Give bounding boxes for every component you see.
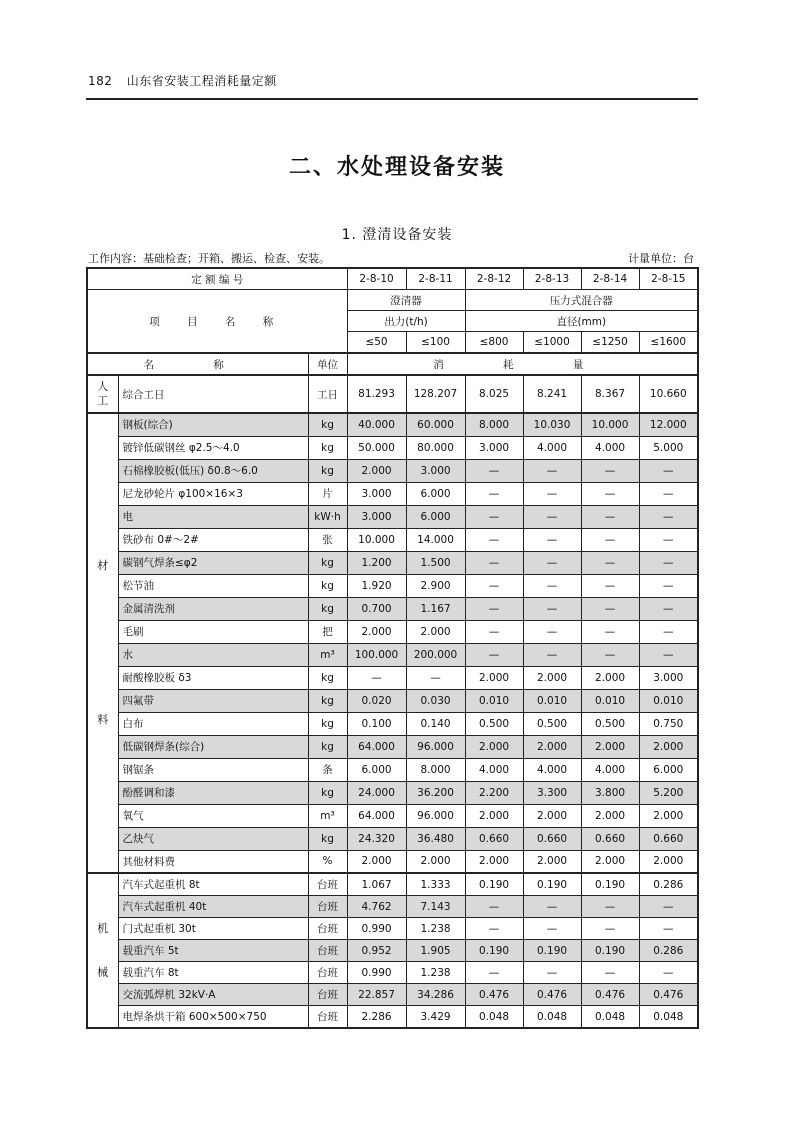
value-cell: 80.000 [406, 436, 465, 459]
value-cell: — [465, 459, 523, 482]
value-cell: — [523, 528, 581, 551]
value-cell: 0.476 [523, 984, 581, 1006]
machine-row [87, 984, 698, 1006]
resource-name: 汽车式起重机 8t [118, 873, 308, 896]
resource-unit: kg [308, 413, 347, 436]
value-cell: 0.048 [523, 1006, 581, 1029]
value-cell: 0.010 [581, 689, 639, 712]
value-cell: — [523, 459, 581, 482]
value-cell: 3.000 [465, 436, 523, 459]
value-cell: 5.200 [639, 781, 698, 804]
value-cell: — [639, 505, 698, 528]
value-cell: 0.100 [347, 712, 406, 735]
book-title: 山东省安装工程消耗量定额 [126, 74, 277, 88]
value-cell: 1.238 [406, 918, 465, 940]
value-cell: 8.241 [523, 375, 581, 413]
value-cell: 6.000 [406, 482, 465, 505]
value-cell: 2.000 [406, 620, 465, 643]
value-cell: 0.048 [581, 1006, 639, 1029]
resource-unit: kg [308, 666, 347, 689]
value-cell: — [639, 459, 698, 482]
resource-unit: 张 [308, 528, 347, 551]
value-cell: 34.286 [406, 984, 465, 1006]
resource-unit: kg [308, 436, 347, 459]
value-cell: — [639, 574, 698, 597]
code-cell: 2-8-13 [523, 268, 581, 290]
value-cell: — [581, 505, 639, 528]
value-cell: 2.000 [347, 850, 406, 873]
value-cell: 0.990 [347, 962, 406, 984]
resource-unit: kg [308, 712, 347, 735]
value-cell: 0.190 [465, 940, 523, 962]
value-cell: 2.900 [406, 574, 465, 597]
value-cell: 22.857 [347, 984, 406, 1006]
value-cell: — [465, 482, 523, 505]
machine-row [87, 962, 698, 984]
resource-unit: kg [308, 735, 347, 758]
value-cell: 7.143 [406, 896, 465, 918]
resource-name: 汽车式起重机 40t [118, 896, 308, 918]
header-rule [86, 98, 698, 100]
value-cell: — [639, 597, 698, 620]
value-cell: — [581, 551, 639, 574]
value-cell: 1.238 [406, 962, 465, 984]
resource-name: 酚醛调和漆 [118, 781, 308, 804]
resource-name: 门式起重机 30t [118, 918, 308, 940]
value-cell: 0.750 [639, 712, 698, 735]
value-cell: 128.207 [406, 375, 465, 413]
value-cell: 2.000 [581, 804, 639, 827]
resource-name: 载重汽车 5t [118, 940, 308, 962]
value-cell: 0.660 [581, 827, 639, 850]
value-cell: — [581, 962, 639, 984]
value-cell: 0.010 [465, 689, 523, 712]
value-cell: 3.000 [347, 505, 406, 528]
page-number: 182 [88, 74, 113, 88]
value-cell: 6.000 [406, 505, 465, 528]
value-cell: 64.000 [347, 804, 406, 827]
value-cell: 0.660 [465, 827, 523, 850]
value-cell: 0.030 [406, 689, 465, 712]
resource-name: 电 [118, 505, 308, 528]
value-cell: — [639, 482, 698, 505]
material-row [87, 643, 698, 666]
resource-unit: 台班 [308, 896, 347, 918]
value-cell: — [581, 643, 639, 666]
value-cell: — [639, 620, 698, 643]
code-cell: 2-8-10 [347, 268, 406, 290]
material-row [87, 781, 698, 804]
value-cell: — [581, 918, 639, 940]
value-cell: 0.020 [347, 689, 406, 712]
resource-unit: 把 [308, 620, 347, 643]
resource-name: 金属清洗剂 [118, 597, 308, 620]
value-cell: 36.200 [406, 781, 465, 804]
value-cell: 4.000 [581, 436, 639, 459]
resource-unit: m³ [308, 643, 347, 666]
resource-name: 石棉橡胶板(低压) δ0.8～6.0 [118, 459, 308, 482]
value-cell: — [465, 896, 523, 918]
name-column-header: 名 称 [87, 353, 308, 375]
material-row [87, 528, 698, 551]
value-cell: — [581, 896, 639, 918]
param-label: 直径(mm) [465, 311, 698, 332]
param-label: 出力(t/h) [347, 311, 465, 332]
material-row [87, 551, 698, 574]
material-row [87, 620, 698, 643]
value-cell: 3.800 [581, 781, 639, 804]
material-row [87, 574, 698, 597]
value-cell: 0.048 [639, 1006, 698, 1029]
resource-name: 尼龙砂轮片 φ100×16×3 [118, 482, 308, 505]
value-cell: 2.000 [523, 735, 581, 758]
consumption-column-header: 消 耗 量 [347, 353, 698, 375]
value-cell: — [465, 551, 523, 574]
resource-name: 氧气 [118, 804, 308, 827]
value-cell: 4.000 [523, 758, 581, 781]
value-cell: 10.660 [639, 375, 698, 413]
value-cell: 1.500 [406, 551, 465, 574]
resource-unit: % [308, 850, 347, 873]
value-cell: 24.000 [347, 781, 406, 804]
resource-name: 镀锌低碳钢丝 φ2.5～4.0 [118, 436, 308, 459]
resource-name: 交流弧焊机 32kV·A [118, 984, 308, 1006]
unit-column-header: 单位 [308, 353, 347, 375]
code-cell: 2-8-15 [639, 268, 698, 290]
value-cell: — [639, 962, 698, 984]
resource-name: 毛刷 [118, 620, 308, 643]
value-cell: — [523, 643, 581, 666]
value-cell: 40.000 [347, 413, 406, 436]
resource-name: 水 [118, 643, 308, 666]
value-cell: — [523, 962, 581, 984]
value-cell: 0.286 [639, 940, 698, 962]
value-cell: 10.000 [581, 413, 639, 436]
value-cell: — [581, 597, 639, 620]
value-cell: 2.000 [347, 620, 406, 643]
value-cell: — [639, 918, 698, 940]
value-cell: 81.293 [347, 375, 406, 413]
value-cell: 3.000 [347, 482, 406, 505]
group-label: 澄清器 [347, 290, 465, 311]
value-cell: 3.000 [406, 459, 465, 482]
resource-unit: 台班 [308, 1006, 347, 1029]
resource-unit: m³ [308, 804, 347, 827]
value-cell: 0.286 [639, 873, 698, 896]
machine-row [87, 940, 698, 962]
value-cell: 3.429 [406, 1006, 465, 1029]
machine-row [87, 1006, 698, 1029]
value-cell: 0.500 [523, 712, 581, 735]
value-cell: 1.067 [347, 873, 406, 896]
quota-table [86, 267, 699, 1029]
value-cell: 24.320 [347, 827, 406, 850]
material-row [87, 712, 698, 735]
material-row [87, 689, 698, 712]
resource-unit: kg [308, 689, 347, 712]
value-cell: — [465, 574, 523, 597]
value-cell: 4.000 [465, 758, 523, 781]
value-cell: — [523, 918, 581, 940]
value-cell: 2.000 [523, 804, 581, 827]
resource-unit: 台班 [308, 918, 347, 940]
resource-unit: kg [308, 574, 347, 597]
labor-category [87, 375, 118, 413]
resource-name: 钢板(综合) [118, 413, 308, 436]
value-cell: 1.200 [347, 551, 406, 574]
value-cell: 2.000 [406, 850, 465, 873]
material-row [87, 413, 698, 436]
value-cell: 14.000 [406, 528, 465, 551]
material-row [87, 459, 698, 482]
resource-unit: kg [308, 459, 347, 482]
machine-row [87, 873, 698, 896]
material-row [87, 597, 698, 620]
value-cell: 200.000 [406, 643, 465, 666]
value-cell: 0.500 [465, 712, 523, 735]
spec-cell: ≤50 [347, 332, 406, 354]
material-row [87, 505, 698, 528]
value-cell: 2.000 [465, 666, 523, 689]
value-cell: 10.000 [347, 528, 406, 551]
value-cell: 0.952 [347, 940, 406, 962]
material-row [87, 735, 698, 758]
section-title: 二、水处理设备安装 [288, 155, 505, 180]
value-cell: 4.000 [581, 758, 639, 781]
value-cell: 8.000 [406, 758, 465, 781]
value-cell: 0.190 [465, 873, 523, 896]
value-cell: 2.000 [639, 735, 698, 758]
value-cell: 0.990 [347, 918, 406, 940]
value-cell: 0.660 [523, 827, 581, 850]
value-cell: — [639, 643, 698, 666]
value-cell: 36.480 [406, 827, 465, 850]
item-name-label: 项 目 名 称 [87, 290, 347, 354]
value-cell: 5.000 [639, 436, 698, 459]
resource-name: 耐酸橡胶板 δ3 [118, 666, 308, 689]
value-cell: 2.000 [465, 850, 523, 873]
value-cell: 0.190 [523, 940, 581, 962]
value-cell: 4.000 [523, 436, 581, 459]
subsection-title: 1. 澄清设备安装 [341, 227, 453, 243]
material-row [87, 666, 698, 689]
value-cell: 2.000 [347, 459, 406, 482]
material-row [87, 804, 698, 827]
value-cell: 2.000 [581, 666, 639, 689]
value-cell: — [581, 620, 639, 643]
category-char: 械 [97, 965, 109, 979]
value-cell: — [523, 482, 581, 505]
value-cell: — [639, 551, 698, 574]
value-cell: 2.000 [581, 850, 639, 873]
value-cell: 8.025 [465, 375, 523, 413]
value-cell: 2.286 [347, 1006, 406, 1029]
resource-unit: kW·h [308, 505, 347, 528]
resource-unit: 工日 [308, 375, 347, 413]
value-cell: — [465, 962, 523, 984]
value-cell: 6.000 [347, 758, 406, 781]
value-cell: 0.010 [639, 689, 698, 712]
category-char: 工 [97, 394, 109, 407]
value-cell: 0.140 [406, 712, 465, 735]
resource-name: 松节油 [118, 574, 308, 597]
unit-note: 计量单位：台 [628, 252, 694, 265]
machine-category [87, 873, 118, 1028]
resource-name: 综合工日 [118, 375, 308, 413]
value-cell: 0.190 [581, 873, 639, 896]
resource-name: 白布 [118, 712, 308, 735]
value-cell: 6.000 [639, 758, 698, 781]
resource-unit: 台班 [308, 962, 347, 984]
work-content: 工作内容：基础检查；开箱、搬运、检查、安装。 [88, 252, 330, 265]
category-char: 机 [97, 921, 109, 935]
value-cell: 60.000 [406, 413, 465, 436]
value-cell: 4.762 [347, 896, 406, 918]
resource-name: 低碳钢焊条(综合) [118, 735, 308, 758]
code-cell: 2-8-11 [406, 268, 465, 290]
category-char: 材 [97, 559, 109, 572]
value-cell: — [639, 528, 698, 551]
value-cell: — [465, 528, 523, 551]
value-cell: 0.476 [639, 984, 698, 1006]
resource-unit: 台班 [308, 984, 347, 1006]
value-cell: 2.000 [639, 850, 698, 873]
value-cell: 1.167 [406, 597, 465, 620]
machine-row [87, 918, 698, 940]
value-cell: 0.476 [581, 984, 639, 1006]
resource-unit: 片 [308, 482, 347, 505]
value-cell: 2.000 [581, 735, 639, 758]
value-cell: — [581, 482, 639, 505]
category-char: 人 [97, 380, 109, 393]
value-cell: 100.000 [347, 643, 406, 666]
value-cell: 3.300 [523, 781, 581, 804]
resource-name: 钢锯条 [118, 758, 308, 781]
resource-name: 载重汽车 8t [118, 962, 308, 984]
machine-row [87, 896, 698, 918]
value-cell: 96.000 [406, 804, 465, 827]
value-cell: — [465, 918, 523, 940]
resource-unit: kg [308, 551, 347, 574]
value-cell: 2.000 [523, 666, 581, 689]
resource-name: 碳钢气焊条≤φ2 [118, 551, 308, 574]
value-cell: — [581, 459, 639, 482]
value-cell: — [465, 505, 523, 528]
labor-row [87, 375, 698, 413]
page-header [88, 72, 287, 89]
value-cell: — [523, 551, 581, 574]
spec-cell: ≤100 [406, 332, 465, 354]
value-cell: — [523, 620, 581, 643]
resource-unit: 台班 [308, 940, 347, 962]
value-cell: 0.476 [465, 984, 523, 1006]
spec-cell: ≤1000 [523, 332, 581, 354]
value-cell: 2.200 [465, 781, 523, 804]
value-cell: 0.700 [347, 597, 406, 620]
value-cell: — [523, 896, 581, 918]
value-cell: 0.190 [581, 940, 639, 962]
resource-unit: kg [308, 827, 347, 850]
resource-unit: 台班 [308, 873, 347, 896]
group-label: 压力式混合器 [465, 290, 698, 311]
quota-code-label: 定 额 编 号 [87, 268, 347, 290]
material-row [87, 436, 698, 459]
material-category [87, 413, 118, 873]
resource-name: 铁砂布 0#～2# [118, 528, 308, 551]
material-row [87, 758, 698, 781]
value-cell: 8.367 [581, 375, 639, 413]
value-cell: 8.000 [465, 413, 523, 436]
value-cell: 12.000 [639, 413, 698, 436]
value-cell: 1.905 [406, 940, 465, 962]
value-cell: — [523, 574, 581, 597]
resource-unit: 条 [308, 758, 347, 781]
value-cell: 0.660 [639, 827, 698, 850]
value-cell: 1.920 [347, 574, 406, 597]
value-cell: 0.190 [523, 873, 581, 896]
material-row [87, 850, 698, 873]
value-cell: 64.000 [347, 735, 406, 758]
resource-name: 乙炔气 [118, 827, 308, 850]
resource-unit: kg [308, 781, 347, 804]
spec-cell: ≤1600 [639, 332, 698, 354]
value-cell: 2.000 [465, 804, 523, 827]
value-cell: — [581, 528, 639, 551]
value-cell: 10.030 [523, 413, 581, 436]
value-cell: 2.000 [523, 850, 581, 873]
value-cell: 0.500 [581, 712, 639, 735]
spec-cell: ≤1250 [581, 332, 639, 354]
code-cell: 2-8-14 [581, 268, 639, 290]
value-cell: — [465, 597, 523, 620]
value-cell: — [639, 896, 698, 918]
resource-name: 电焊条烘干箱 600×500×750 [118, 1006, 308, 1029]
value-cell: — [465, 620, 523, 643]
value-cell: — [465, 643, 523, 666]
value-cell: — [581, 574, 639, 597]
value-cell: 2.000 [465, 735, 523, 758]
resource-unit: kg [308, 597, 347, 620]
value-cell: 50.000 [347, 436, 406, 459]
code-cell: 2-8-12 [465, 268, 523, 290]
value-cell: 96.000 [406, 735, 465, 758]
resource-name: 其他材料费 [118, 850, 308, 873]
value-cell: 2.000 [639, 804, 698, 827]
value-cell: — [523, 597, 581, 620]
spec-cell: ≤800 [465, 332, 523, 354]
value-cell: 0.048 [465, 1006, 523, 1029]
value-cell: 1.333 [406, 873, 465, 896]
resource-name: 四氟带 [118, 689, 308, 712]
value-cell: — [523, 505, 581, 528]
value-cell: 3.000 [639, 666, 698, 689]
material-row [87, 827, 698, 850]
material-row [87, 482, 698, 505]
category-char: 料 [97, 713, 109, 726]
value-cell: — [347, 666, 406, 689]
value-cell: — [406, 666, 465, 689]
value-cell: 0.010 [523, 689, 581, 712]
